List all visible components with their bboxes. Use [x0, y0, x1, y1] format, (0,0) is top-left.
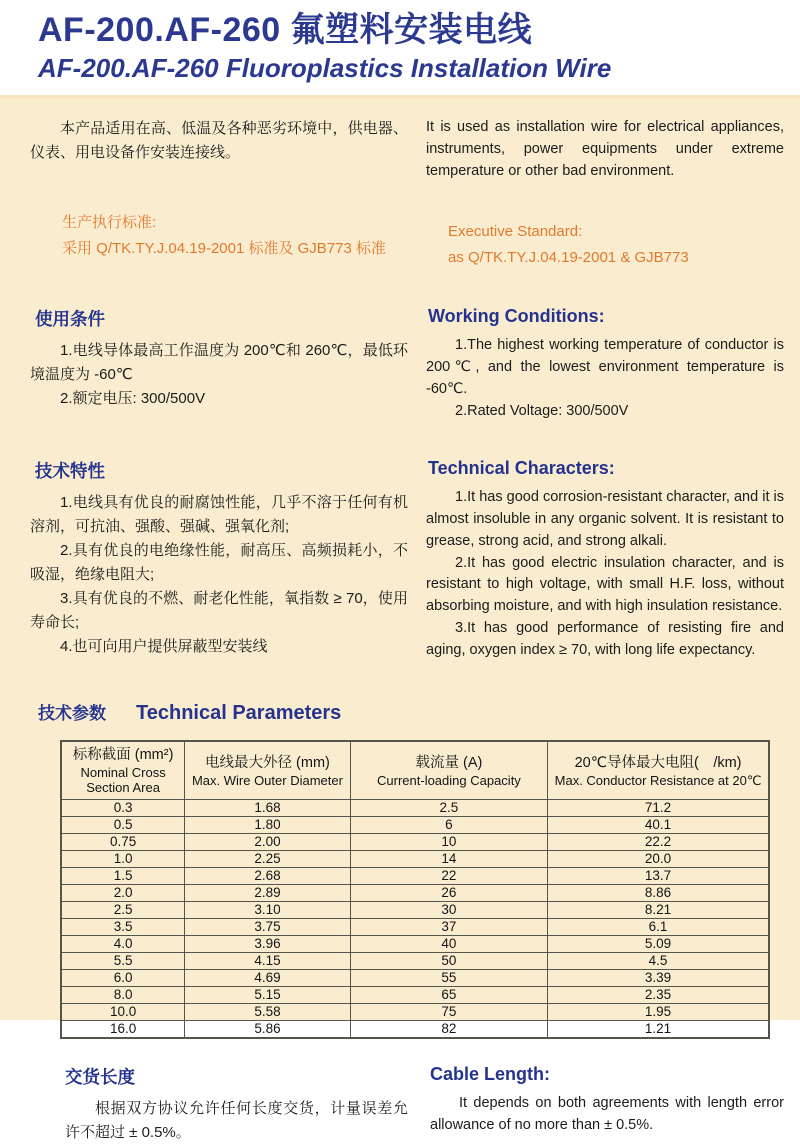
technical-parameters-table [60, 740, 770, 1039]
technical-characters-en [426, 458, 784, 661]
cable-length-heading-en: Cable Length: [430, 1064, 550, 1085]
cell-current-loading-capacity: 65 [350, 987, 547, 1004]
cell-max-conductor-resistance: 6.1 [548, 919, 769, 936]
parameters-table-row [61, 851, 769, 868]
working-conditions-heading-en: Working Conditions: [428, 306, 605, 327]
intro-paragraph-cn: 本产品适用在高、低温及各种恶劣环境中，供电器、仪表、用电设备作安装连接线。 [30, 120, 408, 161]
cell-nominal-cross-section: 10.0 [61, 1004, 185, 1021]
cell-current-loading-capacity: 30 [350, 902, 547, 919]
cell-current-loading-capacity: 40 [350, 936, 547, 953]
technical-character-item-en: 1.It has good corrosion-resistant character, and it is almost insoluble in any organic solvent. It is resistant to grease, strong acid, and strong alkali. [426, 489, 784, 549]
header-label-en: Nominal Cross Section Area [80, 765, 166, 796]
cell-max-conductor-resistance: 8.21 [548, 902, 769, 919]
technical-characters-heading-cn: 技术特性 [35, 461, 105, 482]
parameters-table-row [61, 817, 769, 834]
cell-nominal-cross-section: 3.5 [61, 919, 185, 936]
parameters-header-cell [61, 741, 185, 800]
cell-max-conductor-resistance: 5.09 [548, 936, 769, 953]
standard-label-en: Executive Standard: [448, 223, 583, 241]
cell-max-conductor-resistance: 22.2 [548, 834, 769, 851]
cell-max-conductor-resistance: 20.0 [548, 851, 769, 868]
parameters-table-row [61, 987, 769, 1004]
parameters-table-row [61, 1004, 769, 1021]
technical-character-item-en: 3.It has good performance of resisting fire and aging, oxygen index ≥ 70, with long life expectancy. [426, 619, 784, 658]
header-label-cn: 电线最大外径 (mm) [205, 754, 330, 771]
cell-nominal-cross-section: 6.0 [61, 970, 185, 987]
cell-max-outer-diameter: 2.00 [185, 834, 351, 851]
parameters-table-row [61, 919, 769, 936]
working-conditions-heading-cn: 使用条件 [35, 309, 105, 330]
cell-nominal-cross-section: 1.5 [61, 868, 185, 885]
page-header [0, 0, 800, 99]
working-conditions-list-en [426, 335, 784, 422]
intro-section [0, 117, 800, 182]
technical-parameters-title-cn: 技术参数 [38, 704, 106, 724]
parameters-table-row [61, 885, 769, 902]
parameters-table-head [61, 741, 769, 800]
parameters-table-row [61, 1021, 769, 1039]
technical-parameters-heading [38, 699, 800, 725]
standards-section [0, 210, 800, 270]
parameters-table-row [61, 902, 769, 919]
cell-current-loading-capacity: 22 [350, 868, 547, 885]
working-conditions-list-cn [30, 339, 408, 411]
parameters-table-row [61, 936, 769, 953]
standard-value-cn: 采用 Q/TK.TY.J.04.19-2001 标准及 GJB773 标准 [62, 239, 387, 257]
parameters-header-cell [185, 741, 351, 800]
working-conditions-en [426, 306, 784, 422]
cell-max-outer-diameter: 2.68 [185, 868, 351, 885]
cell-current-loading-capacity: 26 [350, 885, 547, 902]
cell-max-conductor-resistance: 4.5 [548, 953, 769, 970]
technical-character-item-en: 2.It has good electric insulation character, and is resistant to high voltage, with small H.F. loss, without absorbing moisture, and with high insulation resistance. [426, 554, 784, 614]
cell-max-outer-diameter: 2.89 [185, 885, 351, 902]
parameters-header-cell [350, 741, 547, 800]
working-conditions-cn [30, 306, 408, 422]
cell-max-outer-diameter: 1.80 [185, 817, 351, 834]
cell-max-conductor-resistance: 3.39 [548, 970, 769, 987]
cell-nominal-cross-section: 0.3 [61, 800, 185, 817]
technical-characters-list-cn [30, 491, 408, 659]
cell-current-loading-capacity: 75 [350, 1004, 547, 1021]
cable-length-en [430, 1064, 784, 1145]
cable-length-text-cn: 根据双方协议允许任何长度交货，计量误差允许不超过 ± 0.5%。 [65, 1100, 408, 1142]
parameters-table-row [61, 834, 769, 851]
cell-current-loading-capacity: 55 [350, 970, 547, 987]
cell-nominal-cross-section: 0.75 [61, 834, 185, 851]
cell-max-outer-diameter: 2.25 [185, 851, 351, 868]
header-label-cn: 20℃导体最大电阻( /km) [574, 754, 742, 771]
cell-max-outer-diameter: 5.58 [185, 1004, 351, 1021]
parameters-table-row [61, 970, 769, 987]
working-conditions-section [0, 306, 800, 422]
technical-parameters-title-en: Technical Parameters [136, 702, 342, 725]
cell-nominal-cross-section: 1.0 [61, 851, 185, 868]
cell-max-outer-diameter: 5.15 [185, 987, 351, 1004]
executive-standard-en [448, 219, 784, 270]
header-label-cn: 标称截面 (mm²) [72, 747, 174, 764]
cell-max-conductor-resistance: 1.95 [548, 1004, 769, 1021]
cell-current-loading-capacity: 37 [350, 919, 547, 936]
cable-length-heading-cn: 交货长度 [65, 1067, 135, 1088]
cell-current-loading-capacity: 50 [350, 953, 547, 970]
working-condition-item-en: 1.The highest working temperature of conductor is 200℃, and the lowest environment temperature is -60℃. [426, 337, 784, 397]
cell-max-conductor-resistance: 71.2 [548, 800, 769, 817]
production-standard-cn [62, 210, 408, 270]
cell-nominal-cross-section: 0.5 [61, 817, 185, 834]
cell-max-conductor-resistance: 8.86 [548, 885, 769, 902]
cell-max-outer-diameter: 4.15 [185, 953, 351, 970]
cell-current-loading-capacity: 14 [350, 851, 547, 868]
cell-max-conductor-resistance: 40.1 [548, 817, 769, 834]
technical-character-item-cn: 2.具有优良的电绝缘性能，耐高压、高频损耗小，不吸湿，绝缘电阻大; [30, 542, 408, 584]
technical-character-item-cn: 3.具有优良的不燃、耐老化性能，氧指数 ≥ 70，使用寿命长; [30, 590, 408, 632]
technical-character-item-cn: 1.电线具有优良的耐腐蚀性能，几乎不溶于任何有机溶剂，可抗油、强酸、强碱、强氧化剂; [30, 494, 408, 536]
cable-length-section [0, 1064, 800, 1145]
cell-nominal-cross-section: 5.5 [61, 953, 185, 970]
standard-value-en: as Q/TK.TY.J.04.19-2001 & GJB773 [448, 248, 689, 266]
working-condition-item-en: 2.Rated Voltage: 300/500V [455, 402, 629, 419]
cell-nominal-cross-section: 8.0 [61, 987, 185, 1004]
cell-nominal-cross-section: 16.0 [61, 1021, 185, 1039]
parameters-header-cell [548, 741, 769, 800]
cell-max-outer-diameter: 3.10 [185, 902, 351, 919]
cell-max-conductor-resistance: 13.7 [548, 868, 769, 885]
working-condition-item-cn: 2.额定电压: 300/500V [60, 390, 206, 408]
cable-length-text-en: It depends on both agreements with length error allowance of no more than ± 0.5%. [430, 1095, 784, 1133]
page-title-english: AF-200.AF-260 Fluoroplastics Installation Wire [38, 53, 612, 83]
technical-characters-list-en [426, 487, 784, 661]
cell-max-outer-diameter: 3.96 [185, 936, 351, 953]
parameters-table-body [61, 800, 769, 1039]
header-label-en: Max. Conductor Resistance at 20℃ [554, 772, 762, 788]
parameters-table-row [61, 953, 769, 970]
header-label-en: Current-loading Capacity [377, 772, 521, 788]
cable-length-cn [65, 1064, 408, 1145]
parameters-table-row [61, 800, 769, 817]
technical-characters-heading-en: Technical Characters: [428, 458, 615, 479]
cell-current-loading-capacity: 10 [350, 834, 547, 851]
header-label-cn: 载流量 (A) [415, 754, 483, 771]
working-condition-item-cn: 1.电线导体最高工作温度为 200℃和 260℃，最低环境温度为 -60℃ [30, 342, 408, 384]
cell-nominal-cross-section: 2.5 [61, 902, 185, 919]
parameters-table-row [61, 868, 769, 885]
intro-paragraph-en: It is used as installation wire for electrical appliances, instruments, power equipments under extreme temperature or other bad environment. [426, 119, 784, 179]
cell-current-loading-capacity: 82 [350, 1021, 547, 1039]
technical-character-item-cn: 4.也可向用户提供屏蔽型安装线 [60, 638, 268, 656]
cell-nominal-cross-section: 4.0 [61, 936, 185, 953]
cell-max-outer-diameter: 4.69 [185, 970, 351, 987]
cell-current-loading-capacity: 2.5 [350, 800, 547, 817]
cell-max-conductor-resistance: 2.35 [548, 987, 769, 1004]
technical-characters-section [0, 458, 800, 661]
cell-max-outer-diameter: 5.86 [185, 1021, 351, 1039]
cell-max-conductor-resistance: 1.21 [548, 1021, 769, 1039]
cell-max-outer-diameter: 3.75 [185, 919, 351, 936]
page-title-chinese: AF-200.AF-260 氟塑料安装电线 [38, 11, 533, 49]
standard-label-cn: 生产执行标准: [62, 214, 157, 232]
technical-characters-cn [30, 458, 408, 661]
cell-nominal-cross-section: 2.0 [61, 885, 185, 902]
parameters-header-row [61, 741, 769, 800]
cell-current-loading-capacity: 6 [350, 817, 547, 834]
cell-max-outer-diameter: 1.68 [185, 800, 351, 817]
header-label-en: Max. Wire Outer Diameter [191, 772, 343, 788]
